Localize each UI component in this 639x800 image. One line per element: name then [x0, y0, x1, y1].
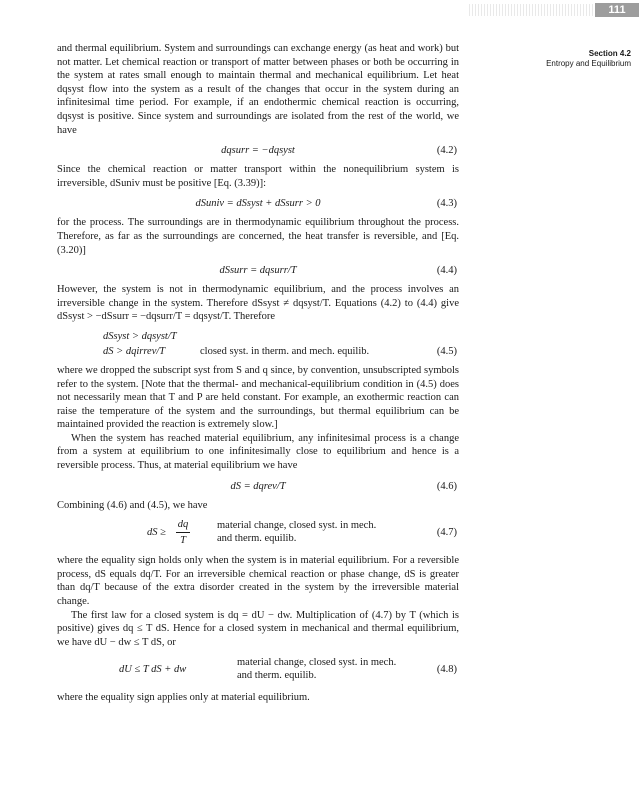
equation-4-6 [57, 479, 459, 494]
equation-fraction [176, 518, 190, 547]
equation-condition: material change, closed syst. in mech. and therm. equilib. [237, 657, 397, 681]
page-number: 111 [595, 3, 639, 17]
equation-4-5 [57, 329, 459, 359]
equation-line [57, 344, 459, 359]
equation-condition: closed syst. in therm. and mech. equilib. [200, 345, 370, 357]
equation-expression: dSuniv = dSsyst + dSsurr > 0 [195, 198, 321, 210]
fraction-denominator: T [180, 535, 186, 547]
equation-expression: dqsurr = −dqsyst [221, 145, 295, 157]
page-body [57, 42, 459, 705]
paragraph: When the system has reached material equilibrium, any infinitesimal process is a change from a system at equilibrium to one infinitesimally close to equilibrium and hence is a reversible process. Thus, at material equilibrium we have [57, 432, 459, 472]
equation-number: (4.7) [436, 527, 457, 539]
equation-lhs: dS ≥ [147, 527, 166, 539]
section-title: Entropy and Equilibrium [546, 59, 631, 68]
equation-number: (4.2) [436, 145, 457, 157]
equation-4-2 [57, 143, 459, 158]
equation-4-3 [57, 196, 459, 211]
paragraph: Since the chemical reaction or matter transport within the nonequilibrium system is irreversible, dSuniv must be positive [Eq. (3.39)]: [57, 164, 459, 189]
paragraph: However, the system is not in thermodynamic equilibrium, and the process involves an irreversible change in the system. Therefore dSsyst ≠ dqsyst/T. Equations (4.2) to (4.4) give dSsyst > −dSsurr = −dqsurr/T = dqsyst/T. Therefore [57, 284, 459, 323]
equation-expression: dSsyst > dqsyst/T [103, 330, 177, 342]
equation-number: (4.6) [436, 480, 457, 492]
paragraph: where we dropped the subscript syst from S and q since, by convention, unsubscripted symbols refer to the system. [Note that the thermal- and mechanical-equilibrium condition in (4.5) does not necessarily mean that T and P are held constant. For example, an exothermic reaction can raise the temperature of the system and the surroundings, but thermal equilibrium can be maintained provided the reaction is extremely slow.] [57, 364, 459, 431]
paragraph: where the equality sign holds only when the system is in material equilibrium. For a reversible process, dS equals dq/T. For an irreversible chemical reaction or phase change, dS is greater than dq/T because of the extra disorder created in the system by the irreversible material change. [57, 555, 459, 608]
equation-number: (4.3) [436, 198, 457, 210]
equation-4-4 [57, 263, 459, 278]
paragraph: Combining (4.6) and (4.5), we have [57, 499, 208, 511]
paragraph: The first law for a closed system is dq = dU − dw. Multiplication of (4.7) by T (which is positive) gives dq ≤ T dS. Hence for a closed system in mechanical and thermal equilibrium, we have dU − dw ≤ T dS, or [57, 609, 459, 648]
equation-4-8 [57, 655, 459, 685]
section-number: Section 4.2 [588, 49, 631, 58]
equation-condition: material change, closed syst. in mech. and therm. equilib. [217, 520, 377, 544]
paragraph: where the equality sign applies only at material equilibrium. [57, 692, 310, 704]
equation-line [57, 329, 459, 344]
equation-expression: dS = dqrev/T [230, 480, 286, 492]
fraction-bar [176, 532, 190, 533]
equation-number: (4.8) [436, 664, 457, 676]
equation-number: (4.5) [436, 345, 457, 357]
equation-expression: dS > dqirrev/T [103, 345, 166, 357]
equation-expression: dSsurr = dqsurr/T [219, 265, 297, 277]
paragraph: and thermal equilibrium. System and surroundings can exchange energy (as heat and work) but not matter. Let chemical reaction or transport of matter between phases or both be occurring in the system at rates small enough to maintain thermal and mechanical equilibrium. Let heat dqsyst flow into the system as a result of the changes that occur in the system during an infinitesimal time period. For example, if an endothermic chemical reaction is occurring, dqsyst is positive. Since system and surroundings are isolated from the rest of the world, we have [57, 43, 459, 136]
equation-expression: dU ≤ T dS + dw [119, 664, 187, 676]
fraction-numerator: dq [177, 519, 189, 531]
equation-4-7 [57, 518, 459, 548]
equation-number: (4.4) [436, 265, 457, 277]
section-label [546, 49, 631, 69]
paragraph: for the process. The surroundings are in thermodynamic equilibrium throughout the process. Therefore, as far as the surroundings are concerned, the heat transfer is reversible, and [Eq. (3.20)] [57, 217, 459, 256]
